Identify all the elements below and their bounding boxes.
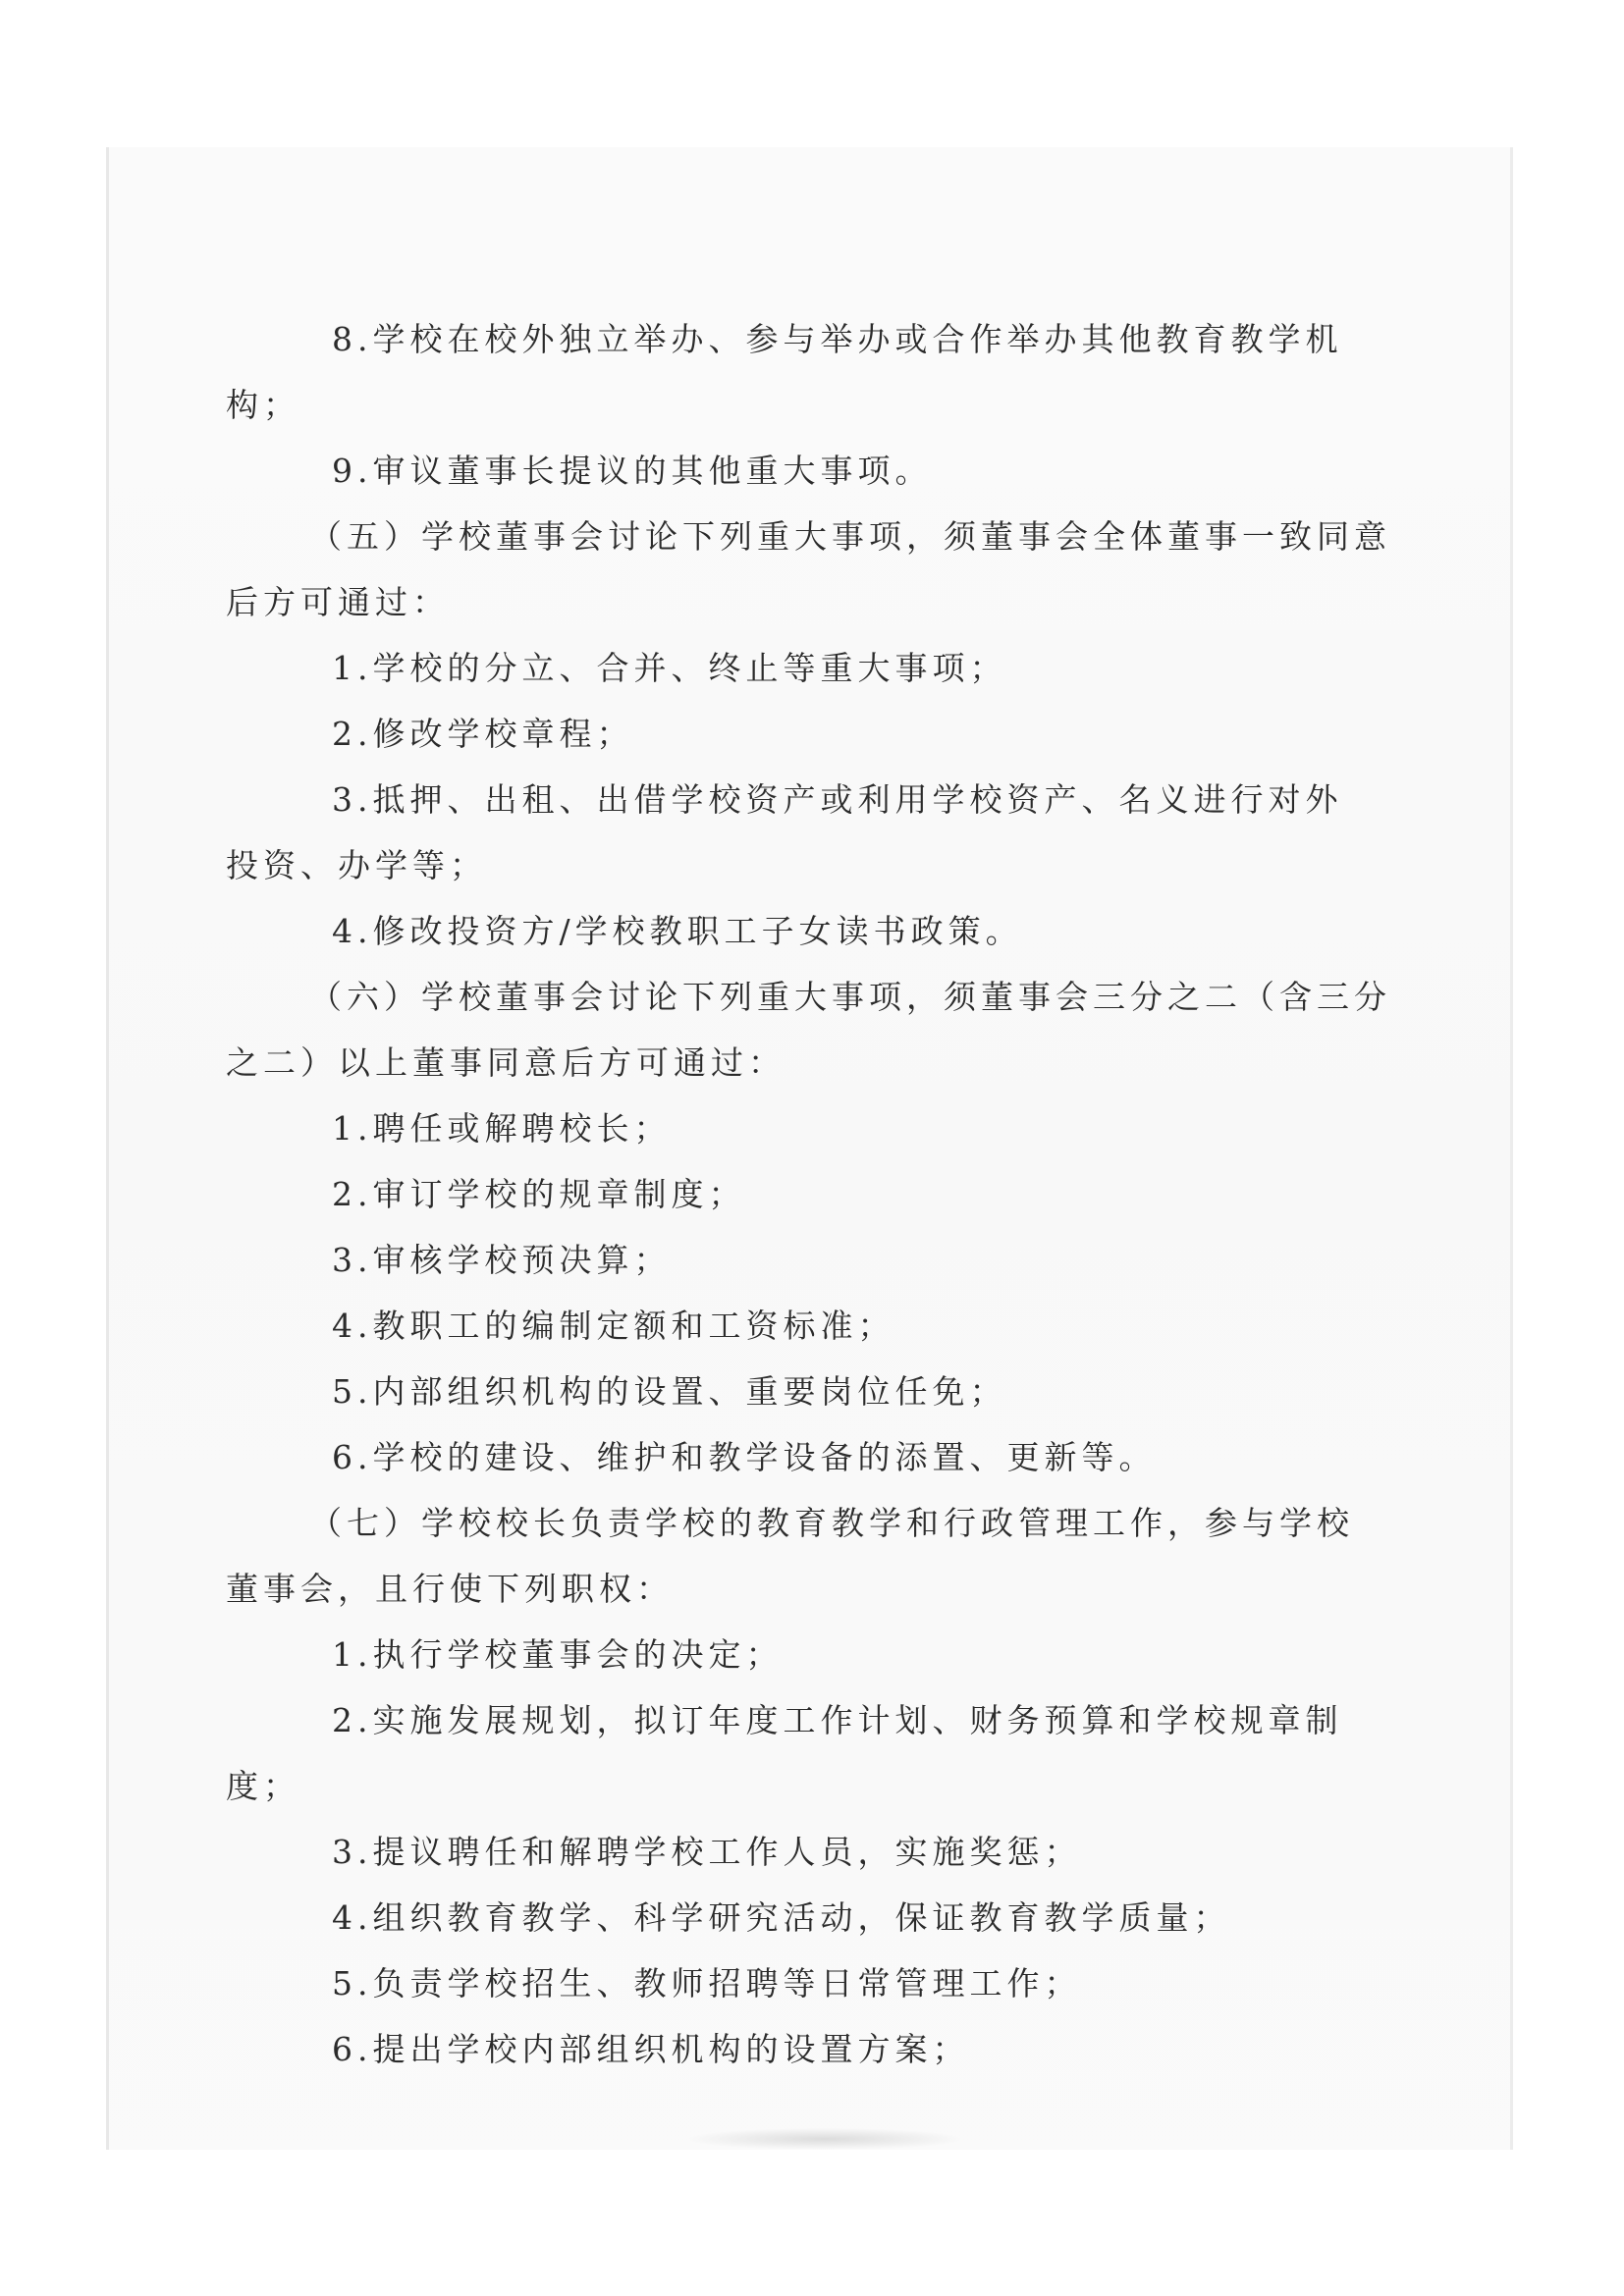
clause-line: 度； xyxy=(226,1767,300,1805)
clause-line: 6.提出学校内部组织机构的设置方案； xyxy=(332,2030,970,2068)
clause-line: 1.学校的分立、合并、终止等重大事项； xyxy=(332,649,1007,687)
document-body xyxy=(226,306,1404,2082)
clause-line: 4.组织教育教学、科学研究活动，保证教育教学质量； xyxy=(332,1898,1231,1937)
clause-line: 3.审核学校预决算； xyxy=(332,1241,672,1279)
clause-line: 5.内部组织机构的设置、重要岗位任免； xyxy=(332,1372,1007,1411)
section-heading-line: 后方可通过： xyxy=(226,583,450,621)
section-heading-line: 之二）以上董事同意后方可通过： xyxy=(226,1043,785,1082)
clause-line: 2.实施发展规划，拟订年度工作计划、财务预算和学校规章制 xyxy=(332,1701,1343,1739)
scan-bleed-mark xyxy=(687,2128,962,2150)
clause-line: 9.审议董事长提议的其他重大事项。 xyxy=(332,452,933,490)
scan-edge-left xyxy=(106,147,109,2150)
section-heading-line: 董事会，且行使下列职权： xyxy=(226,1570,674,1608)
clause-line: 6.学校的建设、维护和教学设备的添置、更新等。 xyxy=(332,1438,1157,1476)
clause-line: 构； xyxy=(226,386,300,424)
section-heading-line: （六）学校董事会讨论下列重大事项，须董事会三分之二（含三分 xyxy=(309,978,1391,1016)
clause-line: 投资、办学等； xyxy=(226,846,487,884)
scan-edge-right xyxy=(1510,147,1513,2150)
section-heading-line: （五）学校董事会讨论下列重大事项，须董事会全体董事一致同意 xyxy=(309,517,1391,556)
clause-line: 1.执行学校董事会的决定； xyxy=(332,1635,784,1674)
clause-line: 5.负责学校招生、教师招聘等日常管理工作； xyxy=(332,1964,1082,2002)
clause-line: 3.提议聘任和解聘学校工作人员，实施奖惩； xyxy=(332,1833,1082,1871)
clause-line: 4.修改投资方/学校教职工子女读书政策。 xyxy=(332,912,1023,950)
clause-line: 1.聘任或解聘校长； xyxy=(332,1109,672,1148)
clause-line: 8.学校在校外独立举办、参与举办或合作举办其他教育教学机 xyxy=(332,320,1343,358)
clause-line: 4.教职工的编制定额和工资标准； xyxy=(332,1307,895,1345)
section-heading-line: （七）学校校长负责学校的教育教学和行政管理工作，参与学校 xyxy=(309,1504,1354,1542)
clause-line: 3.抵押、出租、出借学校资产或利用学校资产、名义进行对外 xyxy=(332,780,1343,819)
clause-line: 2.审订学校的规章制度； xyxy=(332,1175,746,1213)
clause-line: 2.修改学校章程； xyxy=(332,715,634,753)
